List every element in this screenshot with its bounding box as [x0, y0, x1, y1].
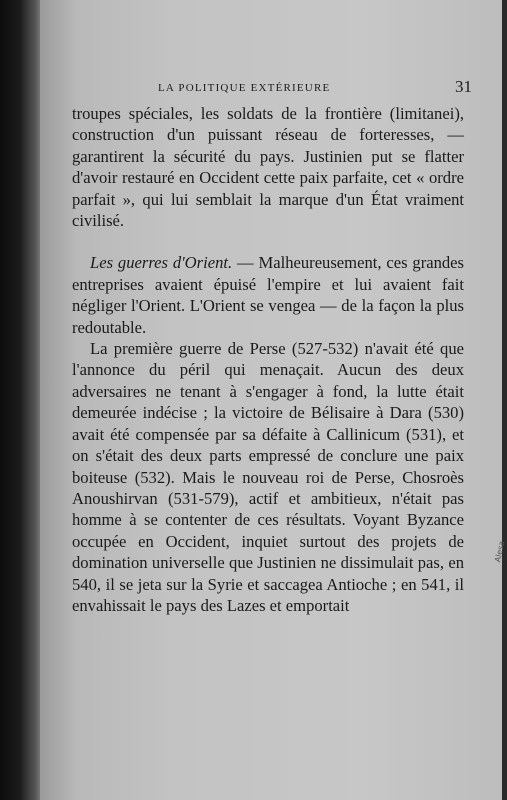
- running-header: [158, 78, 472, 100]
- paragraph-1: troupes spéciales, les soldats de la frontière (limitanei), construction d'un puissant réseau de forteresses, — garantirent la sécurité du pays. Justinien put se flatter d'avoir restauré en Occident cette paix parfaite, cet « ordre parfait », qui lui semblait la marque d'un État vraiment civilisé.: [72, 104, 464, 231]
- paragraph-gap: [72, 231, 464, 252]
- section-title: Les guerres d'Orient.: [90, 253, 233, 273]
- paragraph-2: [72, 252, 464, 338]
- book-spine-shadow: [0, 0, 44, 800]
- paragraph-3: La première guerre de Perse (527-532) n'avait été que l'annonce du péril qui menaçait. Aucun des deux adversaires ne tenant à s'engager à fond, la lutte était demeurée indécise ; la victoire de Bélisaire à Dara (530) avait été compensée par sa défaite à Callinicum (531), et on s'était des deux parts empressé de conclure une paix boiteuse (532). Mais le nouveau roi de Perse, Chosroès Anoushirvan (531-579), actif et ambitieux, n'était pas homme à se contenter de ces résultats. Voyant Byzance occupée en Occident, inquiet surtout des projets de domination universelle que Justinien ne dissimulait pas, en 540, il se jeta sur la Syrie et saccagea Antioche ; en 541, il envahissait le pays des Lazes et emportait: [72, 339, 464, 615]
- book-page: [40, 0, 507, 800]
- paragraph-2-text: — Malheureusement, ces grandes entreprises avaient épuisé l'empire et lui avaient fait négliger l'Orient. L'Orient se vengea — de la façon la plus redoutable.: [72, 253, 465, 337]
- running-title: LA POLITIQUE EXTÉRIEURE: [158, 82, 331, 94]
- margin-annotation: Alesa: [493, 540, 507, 564]
- body-text: [72, 103, 464, 616]
- page-number: 31: [455, 77, 472, 96]
